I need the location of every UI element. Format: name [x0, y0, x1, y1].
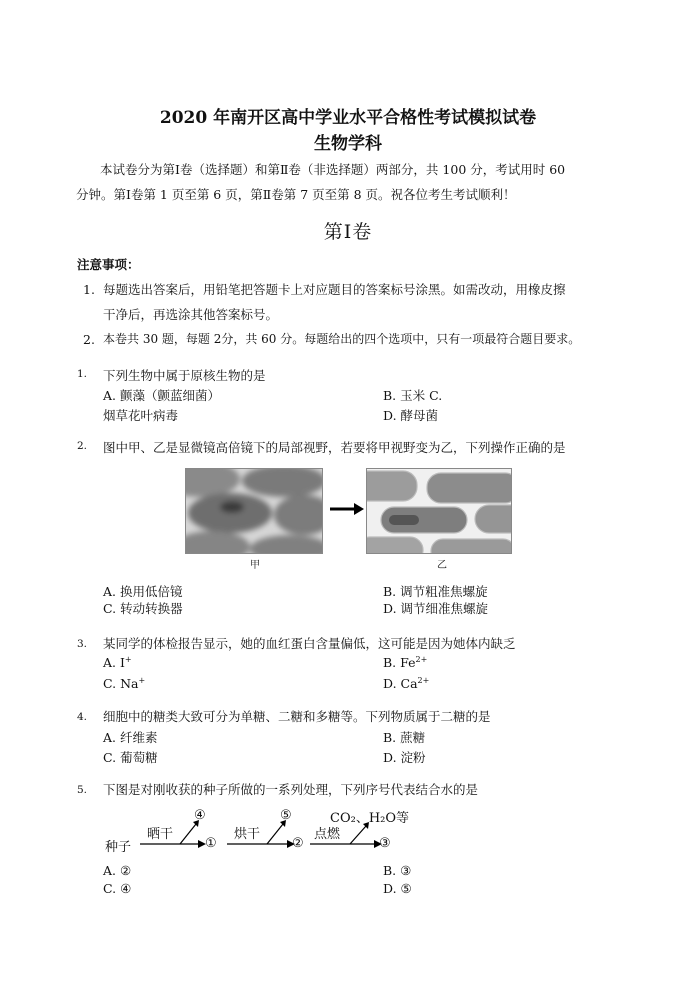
- q5-number: 5.: [77, 784, 88, 796]
- q4-number: 4.: [77, 711, 88, 723]
- notice-num-1: 1.: [83, 282, 95, 297]
- notice-item-1-line-1: 每题选出答案后，用铅笔把答题卡上对应题目的答案标号涂黑。如需改动，用橡皮擦: [103, 282, 566, 297]
- q3-number: 3.: [77, 638, 88, 650]
- q2-option-d: D. 调节细准焦螺旋: [383, 601, 489, 616]
- node-2: ②: [292, 836, 304, 851]
- notice-heading: 注意事项：: [77, 257, 140, 272]
- micrograph-jia: [185, 468, 323, 554]
- q1-option-c: 烟草花叶病毒: [103, 408, 179, 423]
- node-4: ④: [194, 808, 206, 823]
- q2-option-b: B. 调节粗准焦螺旋: [383, 584, 488, 599]
- q2-number: 2.: [77, 440, 88, 452]
- q3-option-d: D. $Ca^{2+}$: [383, 676, 430, 692]
- q3-option-a: A. I+: [103, 655, 132, 671]
- node-1: ①: [205, 836, 217, 851]
- ignite-label: 点燃: [314, 827, 341, 842]
- seed-label: 种子: [105, 840, 132, 855]
- q1-option-d: D. 酵母菌: [383, 408, 439, 423]
- notice-num-2: 2.: [83, 332, 95, 347]
- q1-option-a: A. 颤藻（颤蓝细菌）: [103, 388, 220, 403]
- right-arrow-icon: [330, 502, 364, 516]
- q1-number: 1.: [77, 368, 88, 380]
- oven-dry-label: 烘干: [234, 827, 261, 842]
- volume-heading: 第Ⅰ卷: [323, 221, 373, 243]
- notice-item-1-line-2: 干净后，再选涂其他答案标号。: [103, 307, 279, 322]
- q2-option-a: A. 换用低倍镜: [103, 584, 183, 599]
- q3-option-b: B. $Fe^{2+}$: [383, 655, 428, 671]
- q5-option-a: A. ②: [103, 863, 132, 878]
- q5-option-c: C. ④: [103, 881, 132, 896]
- caption-yi: 乙: [437, 560, 447, 571]
- q5-text: 下图是对刚收获的种子所做的一系列处理，下列序号代表结合水的是: [103, 782, 479, 797]
- q3-option-c: C. Na+: [103, 676, 146, 692]
- q2-text: 图中甲、乙是显微镜高倍镜下的局部视野，若要将甲视野变为乙，下列操作正确的是: [103, 440, 566, 455]
- notice-item-2-line-1: 本卷共 30 题，每题 2分，共 60 分。每题给出的四个选项中，只有一项最符合题目要求。: [103, 332, 581, 346]
- node-5: ⑤: [280, 808, 292, 823]
- q2-option-c: C. 转动转换器: [103, 601, 183, 616]
- q5-option-d: D. ⑤: [383, 881, 412, 896]
- q4-text: 细胞中的糖类大致可分为单糖、二糖和多糖等。下列物质属于二糖的是: [103, 709, 491, 724]
- subject-title: 生物学科: [314, 134, 382, 154]
- q1-text: 下列生物中属于原核生物的是: [103, 368, 266, 383]
- q4-option-d: D. 淀粉: [383, 750, 426, 765]
- q4-option-a: A. 纤维素: [103, 730, 158, 745]
- micrograph-yi: [366, 468, 512, 554]
- caption-jia: 甲: [250, 560, 260, 571]
- q3-text: 某同学的体检报告显示，她的血红蛋白含量偏低，这可能是因为她体内缺乏: [103, 636, 516, 651]
- node-3: ③: [379, 836, 391, 851]
- intro-line-2: 分钟。第Ⅰ卷第 1 页至第 6 页，第Ⅱ卷第 7 页至第 8 页。祝各位考生考试顺利！: [76, 187, 516, 202]
- exam-title: 2020 年南开区高中学业水平合格性考试模拟试卷: [159, 108, 537, 128]
- sun-dry-label: 晒干: [147, 827, 174, 842]
- q5-option-b: B. ③: [383, 863, 412, 878]
- q4-option-b: B. 蔗糖: [383, 730, 426, 745]
- q1-option-b: B. 玉米 C.: [383, 388, 443, 403]
- combustion-products: CO₂、H₂O等: [330, 811, 410, 826]
- q4-option-c: C. 葡萄糖: [103, 750, 158, 765]
- intro-line-1: 本试卷分为第Ⅰ卷（选择题）和第Ⅱ卷（非选择题）两部分，共 100 分，考试用时 60: [100, 162, 566, 177]
